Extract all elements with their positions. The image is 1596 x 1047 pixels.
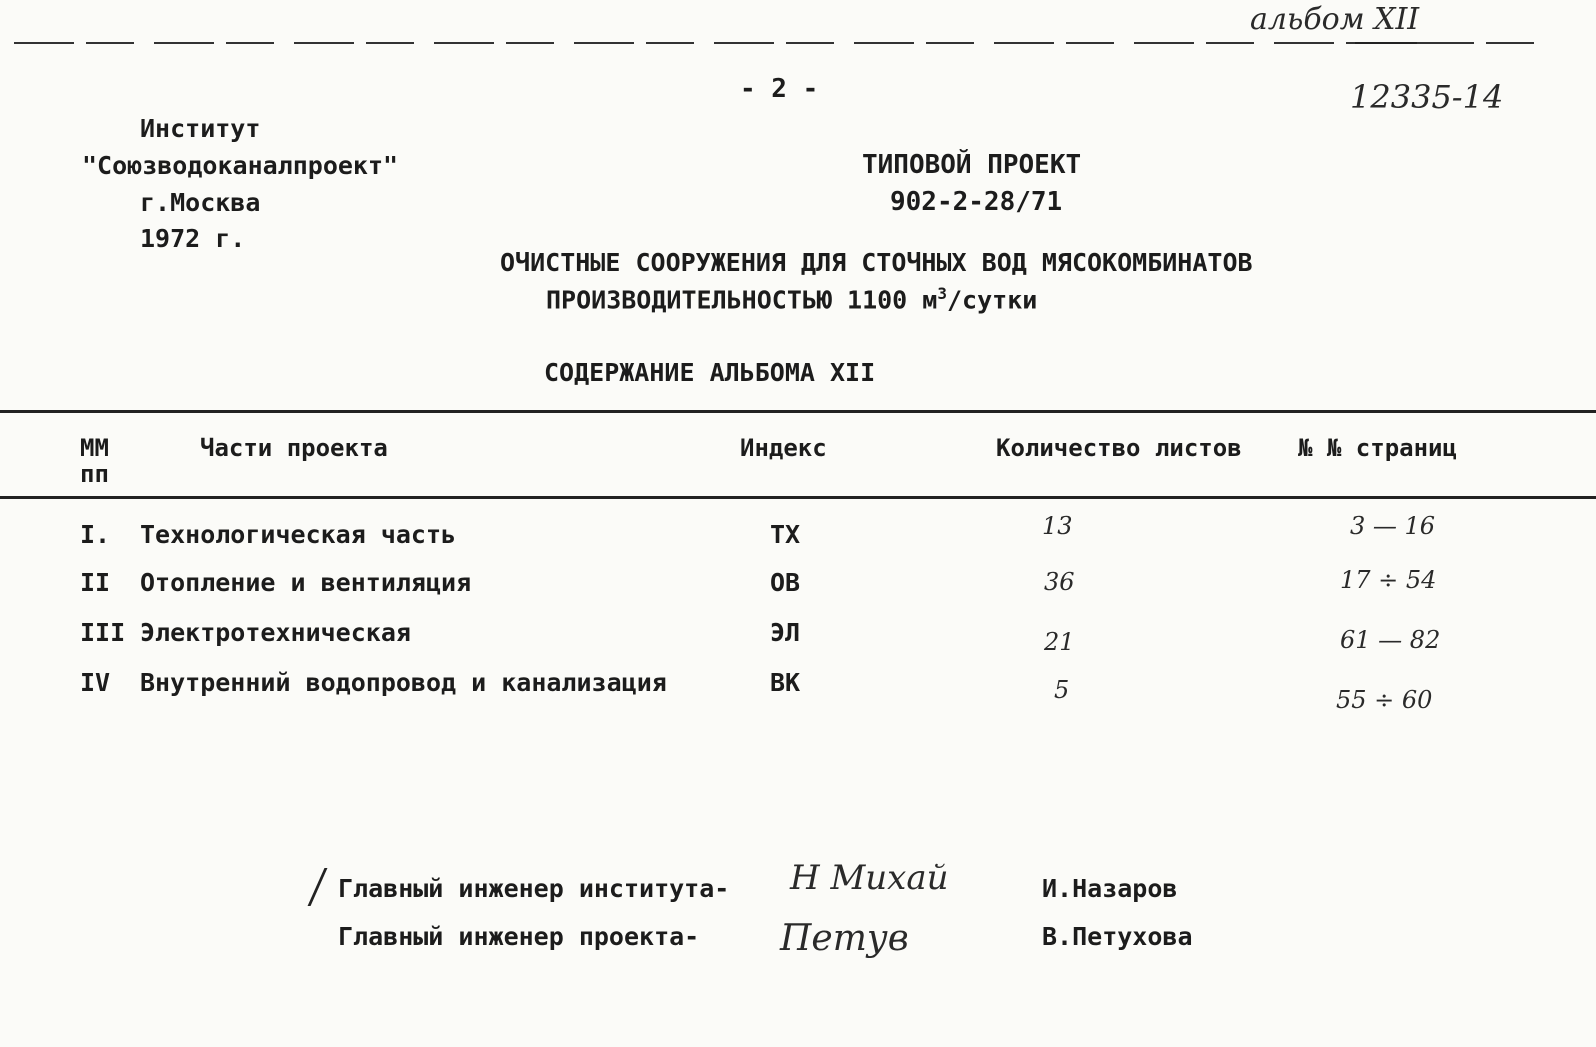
chief-project-name: В.Петухова [1042,922,1193,951]
page-number: - 2 - [740,74,819,104]
row-2-index: ОВ [770,568,801,597]
header-num-line1: ММ [80,434,109,462]
row-1-part: Технологическая часть [140,520,457,549]
header-num-line2: пп [80,460,109,488]
chief-institute-signature: Н Михай [790,858,949,898]
project-number: 902-2-28/71 [890,187,1063,217]
row-3-num: III [80,618,126,647]
row-2-pages: 17 ÷ 54 [1340,566,1437,594]
row-1-pages: 3 — 16 [1350,512,1436,540]
header-sheets: Количество листов [996,434,1242,462]
institute-city: г.Москва [140,188,261,217]
row-3-index: ЭЛ [770,618,801,647]
row-3-sheets: 21 [1044,628,1075,656]
row-4-pages: 55 ÷ 60 [1336,686,1433,714]
row-4-part: Внутренний водопровод и канализация [140,668,667,697]
row-4-index: ВК [770,668,801,697]
album-mark-underline [1355,42,1417,44]
row-3-pages: 61 — 82 [1340,626,1441,654]
top-dashed-line [14,42,1534,44]
project-title-line2: ПРОИЗВОДИТЕЛЬНОСТЬЮ 1100 $м^3$/сутки [546,284,1038,315]
header-index: Индекс [740,434,827,462]
chief-project-signature: Петув [780,918,909,959]
row-4-num: IV [80,668,111,697]
signature-slash-mark [308,868,328,906]
contents-heading: СОДЕРЖАНИЕ АЛЬБОМА XII [544,358,876,387]
chief-institute-label: Главный инженер института- [338,874,730,903]
row-2-sheets: 36 [1044,568,1075,596]
institute-year: 1972 г. [140,224,246,253]
header-bottom-rule [0,496,1596,499]
row-3-part: Электротехническая [140,618,411,647]
row-1-num: I. [80,520,111,549]
chief-institute-name: И.Назаров [1042,874,1178,903]
header-pages: № № страниц [1298,434,1457,462]
album-mark: альбом XII [1250,2,1420,37]
institute-line1: Институт [140,114,261,143]
institute-line2: "Союзводоканалпроект" [82,151,399,180]
row-2-num: II [80,568,111,597]
row-1-index: ТХ [770,520,801,549]
chief-project-label: Главный инженер проекта- [338,922,700,951]
row-4-sheets: 5 [1054,676,1070,704]
project-type: ТИПОВОЙ ПРОЕКТ [862,150,1082,180]
row-1-sheets: 13 [1042,512,1073,540]
project-title-line1: ОЧИСТНЫЕ СООРУЖЕНИЯ ДЛЯ СТОЧНЫХ ВОД МЯСОКОМБИНАТОВ [500,248,1253,277]
header-part: Части проекта [200,434,388,462]
table-top-rule [0,410,1596,413]
row-2-part: Отопление и вентиляция [140,568,472,597]
inventory-number: 12335-14 [1350,78,1504,116]
